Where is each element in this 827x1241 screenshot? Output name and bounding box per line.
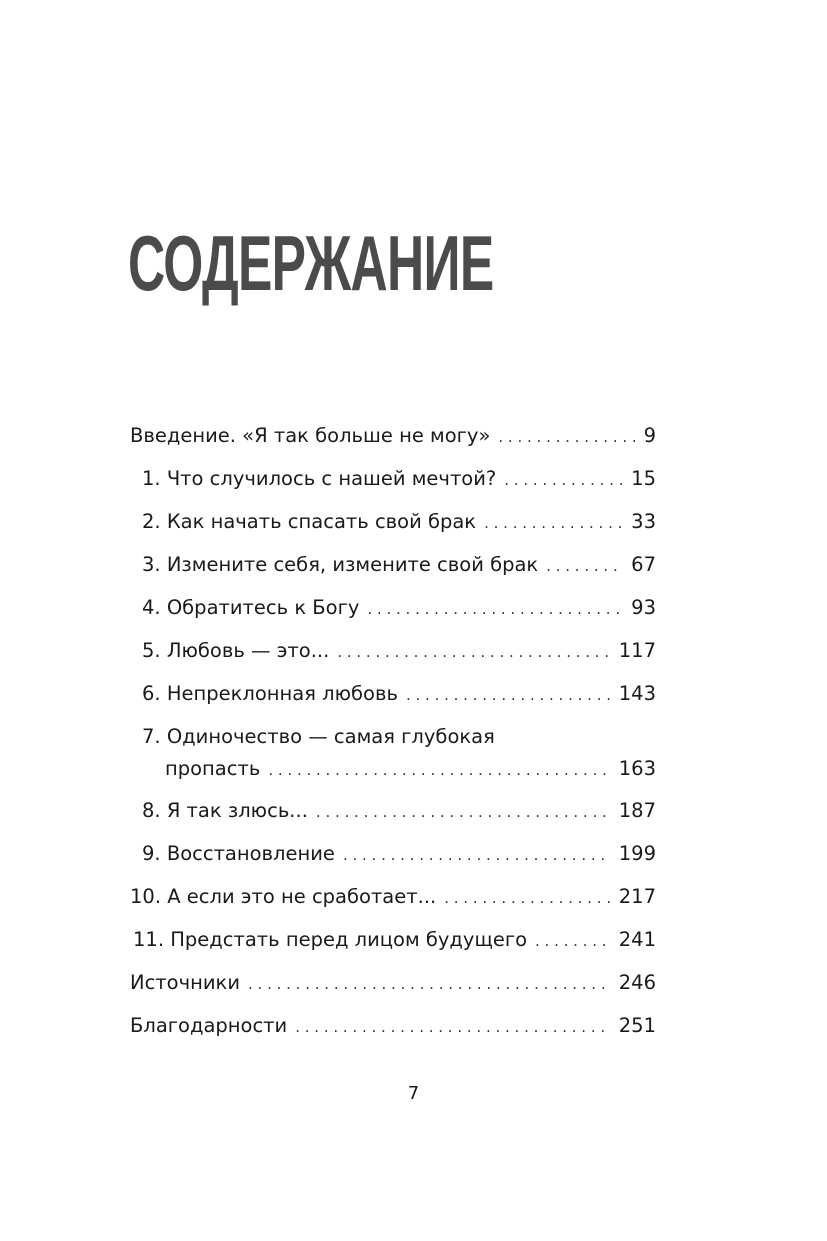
toc-entry-page: 15	[631, 467, 656, 490]
dot-leader	[268, 756, 610, 784]
toc-entry-page: 143	[618, 682, 656, 705]
dot-leader	[444, 880, 611, 916]
toc-entry-chapter-1[interactable]	[130, 461, 656, 504]
toc-entry-chapter-11[interactable]	[130, 922, 656, 965]
dot-leader	[406, 677, 611, 713]
dot-leader	[498, 419, 635, 455]
toc-entry-number: 6.	[142, 682, 161, 705]
toc-entry-chapter-8[interactable]	[130, 793, 656, 836]
dot-leader	[484, 505, 623, 541]
toc-entry-title: Благодарности	[130, 1014, 288, 1037]
toc-entry-chapter-6[interactable]	[130, 676, 656, 719]
toc-entry-intro[interactable]	[130, 418, 656, 461]
page-title: СОДЕРЖАНИЕ	[128, 219, 494, 307]
dot-leader	[504, 462, 623, 498]
toc-entry-number: 5.	[142, 639, 161, 662]
dot-leader	[535, 923, 611, 959]
toc-entry-title: Я так злюсь...	[166, 799, 308, 822]
toc-entry-number: 10.	[130, 885, 162, 908]
toc-entry-number: 11.	[133, 928, 165, 951]
toc-entry-page: 93	[631, 596, 656, 619]
toc-entry-page: 33	[631, 510, 656, 533]
toc-entry-title: Непреклонная любовь	[166, 682, 398, 705]
dot-leader	[295, 1009, 611, 1045]
toc-entry-chapter-7[interactable]	[130, 719, 656, 793]
toc-entry-title: Предстать перед лицом будущего	[170, 928, 527, 951]
dot-leader	[316, 794, 611, 830]
toc-entry-title: Любовь — это...	[166, 639, 330, 662]
toc-entry-title: Как начать спасать свой брак	[166, 510, 477, 533]
dot-leader	[546, 548, 623, 584]
toc-entry-page: 187	[618, 799, 656, 822]
table-of-contents	[130, 418, 656, 1051]
toc-entry-page: 9	[643, 424, 656, 447]
toc-entry-title: Введение. «Я так больше не могу»	[130, 424, 491, 447]
toc-entry-number: 1.	[142, 467, 161, 490]
toc-entry-number: 9.	[142, 842, 161, 865]
toc-entry-page: 246	[618, 971, 656, 994]
dot-leader	[248, 966, 611, 1002]
toc-entry-page: 199	[618, 842, 656, 865]
toc-entry-title-continuation: пропасть	[165, 757, 261, 780]
toc-entry-chapter-10[interactable]	[130, 879, 656, 922]
toc-entry-chapter-9[interactable]	[130, 836, 656, 879]
toc-entry-page: 241	[618, 928, 656, 951]
toc-entry-number: 4.	[142, 596, 161, 619]
toc-entry-title: Источники	[130, 971, 240, 994]
dot-leader	[343, 837, 611, 873]
toc-entry-chapter-5[interactable]	[130, 633, 656, 676]
dot-leader	[367, 591, 623, 627]
toc-entry-page: 251	[618, 1014, 656, 1037]
toc-entry-title: Что случилось с нашей мечтой?	[166, 467, 497, 490]
toc-entry-number: 7.	[142, 725, 161, 748]
toc-entry-title: А если это не сработает...	[167, 885, 437, 908]
dot-leader	[337, 634, 610, 670]
toc-entry-chapter-2[interactable]	[130, 504, 656, 547]
toc-entry-page: 217	[618, 885, 656, 908]
toc-entry-page: 117	[618, 639, 656, 662]
toc-entry-page: 163	[618, 757, 656, 780]
toc-entry-title: Восстановление	[166, 842, 335, 865]
toc-entry-chapter-3[interactable]	[130, 547, 656, 590]
toc-entry-number: 2.	[142, 510, 161, 533]
toc-entry-chapter-4[interactable]	[130, 590, 656, 633]
page-number: 7	[407, 1083, 420, 1104]
toc-entry-number: 3.	[142, 553, 161, 576]
toc-entry-page: 67	[631, 553, 656, 576]
toc-entry-number: 8.	[142, 799, 161, 822]
toc-entry-acknowledgements[interactable]	[130, 1008, 656, 1051]
toc-entry-title: Измените себя, измените свой брак	[166, 553, 539, 576]
toc-entry-title: Одиночество — самая глубокая	[166, 725, 495, 748]
toc-entry-sources[interactable]	[130, 965, 656, 1008]
toc-entry-title: Обратитесь к Богу	[166, 596, 360, 619]
